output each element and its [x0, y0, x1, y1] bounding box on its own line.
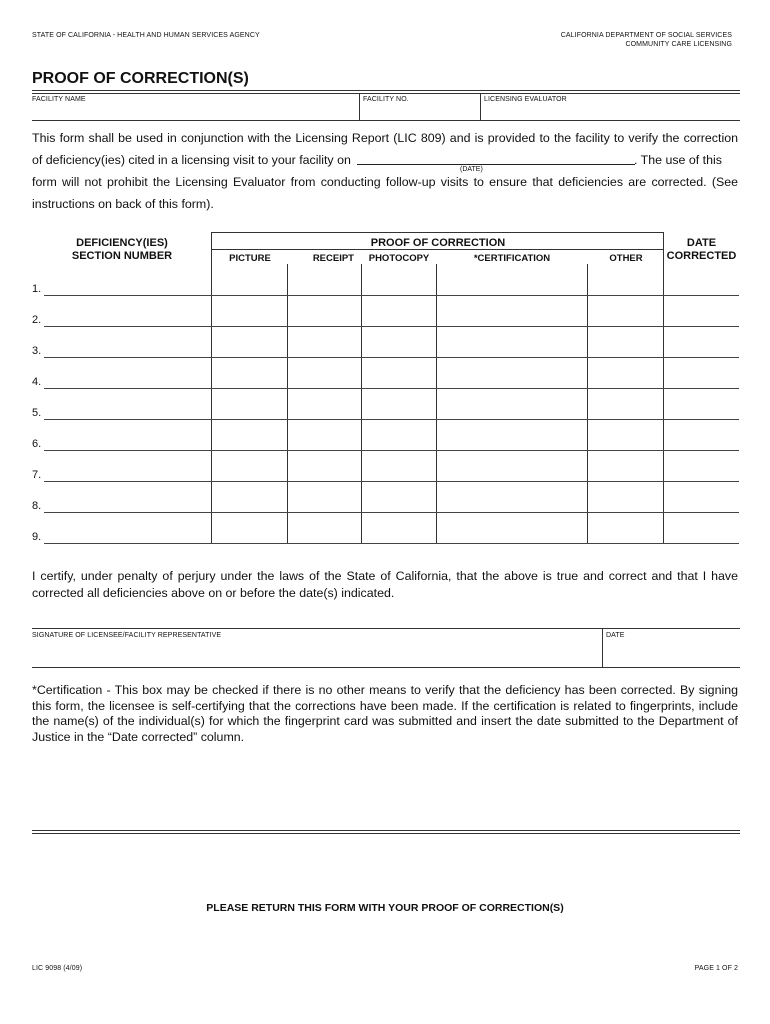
row-number: 6. [32, 438, 42, 450]
table-row-line [44, 481, 739, 482]
col-other: OTHER [609, 253, 643, 264]
table-row-line [44, 512, 739, 513]
licensing-evaluator-field[interactable] [483, 104, 738, 118]
signature-date-label: DATE [606, 632, 625, 639]
col-picture: PICTURE [229, 253, 271, 264]
row-number: 8. [32, 500, 42, 512]
grid-line [287, 264, 288, 544]
division-name: COMMUNITY CARE LICENSING [625, 41, 732, 48]
field-divider [480, 94, 481, 120]
grid-line [436, 264, 437, 544]
date-corrected-header [664, 237, 739, 262]
page-number: PAGE 1 OF 2 [694, 965, 738, 972]
table-top-line [211, 232, 664, 233]
facility-name-label: FACILITY NAME [32, 96, 86, 103]
signature-divider [602, 628, 603, 667]
col-certification: *CERTIFICATION [473, 253, 551, 264]
title-divider-2 [32, 93, 740, 94]
intro-line-2-end: . The use of this [634, 153, 722, 167]
date-header-line-1: DATE [686, 237, 717, 249]
signature-date-field[interactable] [605, 642, 737, 664]
bottom-divider-1 [32, 830, 740, 831]
grid-line [361, 264, 362, 544]
table-row-line [44, 450, 739, 451]
deficiency-section-field[interactable] [44, 527, 210, 542]
proof-header-underline [212, 249, 664, 250]
col-receipt: RECEIPT [312, 253, 354, 264]
proof-of-correction-header: PROOF OF CORRECTION [370, 237, 506, 249]
row-number: 4. [32, 376, 42, 388]
bottom-divider-2 [32, 833, 740, 834]
certification-note [32, 683, 738, 745]
deficiency-section-field[interactable] [44, 341, 210, 356]
row-number: 3. [32, 345, 42, 357]
field-divider [359, 94, 360, 120]
facility-no-field[interactable] [362, 104, 478, 118]
deficiency-header-line-1: DEFICIENCY(IES) [76, 237, 168, 249]
intro-line-1: This form shall be used in conjunction with the Licensing Report (LIC 809) and is provided to the facility to verify the correction [32, 131, 738, 145]
grid-line [587, 264, 588, 544]
signature-field[interactable] [33, 642, 599, 664]
facility-no-label: FACILITY NO. [363, 96, 409, 103]
certify-line-1: I certify, under penalty of perjury under the laws of the State of California, that the above is true and correct and that I have [32, 569, 738, 583]
signature-label: SIGNATURE OF LICENSEE/FACILITY REPRESENTATIVE [32, 632, 222, 639]
deficiency-section-field[interactable] [44, 310, 210, 325]
row-number: 2. [32, 314, 42, 326]
intro-line-3: form will not prohibit the Licensing Evaluator from conducting follow-up visits to ensure that deficiencies are corrected. (See [32, 175, 738, 189]
row-number: 7. [32, 469, 42, 481]
date-caption: (DATE) [460, 166, 483, 173]
department-name: CALIFORNIA DEPARTMENT OF SOCIAL SERVICES [560, 32, 732, 39]
cert-note-line-3: the name(s) of the individual(s) for which the fingerprint card was submitted and insert the date submitted to the Department of [32, 714, 738, 728]
signature-top-line [32, 628, 740, 629]
return-note: PLEASE RETURN THIS FORM WITH YOUR PROOF OF CORRECTION(S) [206, 902, 564, 914]
title-divider-1 [32, 90, 740, 91]
cert-note-line-4: Justice in the “Date corrected” column. [32, 729, 245, 744]
table-row-line [44, 543, 739, 544]
col-photocopy: PHOTOCOPY [368, 253, 430, 264]
page-title: PROOF OF CORRECTION(S) [32, 70, 249, 87]
table-row-line [44, 295, 739, 296]
deficiency-section-field[interactable] [44, 434, 210, 449]
deficiency-section-field[interactable] [44, 403, 210, 418]
facility-name-field[interactable] [33, 104, 357, 118]
row-number: 9. [32, 531, 42, 543]
deficiency-section-field[interactable] [44, 465, 210, 480]
licensing-evaluator-label: LICENSING EVALUATOR [484, 96, 567, 103]
fields-bottom-line [32, 120, 740, 121]
visit-date-field[interactable] [357, 148, 635, 164]
date-header-line-2: CORRECTED [666, 250, 737, 262]
row-number: 5. [32, 407, 42, 419]
deficiency-section-field[interactable] [44, 496, 210, 511]
table-row-line [44, 357, 739, 358]
agency-header: STATE OF CALIFORNIA - HEALTH AND HUMAN SERVICES AGENCY [32, 32, 260, 39]
visit-date-line [357, 164, 635, 165]
cert-note-line-1: *Certification - This box may be checked if there is no other means to verify that the deficiency has been corrected. By signing [32, 683, 738, 697]
deficiency-section-field[interactable] [44, 372, 210, 387]
deficiency-header-line-2: SECTION NUMBER [71, 250, 173, 262]
deficiency-section-field[interactable] [44, 279, 210, 294]
table-row-line [44, 388, 739, 389]
row-number: 1. [32, 283, 42, 295]
cert-note-line-2: this form, the licensee is self-certifying that the corrections have been made. If the certification is related to fingerprints, include [32, 698, 738, 713]
intro-line-4: instructions on back of this form). [32, 197, 214, 211]
deficiency-header [32, 237, 212, 262]
signature-bottom-line [32, 667, 740, 668]
certify-line-2: corrected all deficiencies above on or before the date(s) indicated. [32, 586, 395, 600]
department-header [561, 32, 732, 48]
form-id: LIC 9098 (4/09) [32, 965, 83, 972]
intro-line-2-start: of deficiency(ies) cited in a licensing visit to your facility on [32, 153, 351, 167]
table-row-line [44, 326, 739, 327]
table-row-line [44, 419, 739, 420]
